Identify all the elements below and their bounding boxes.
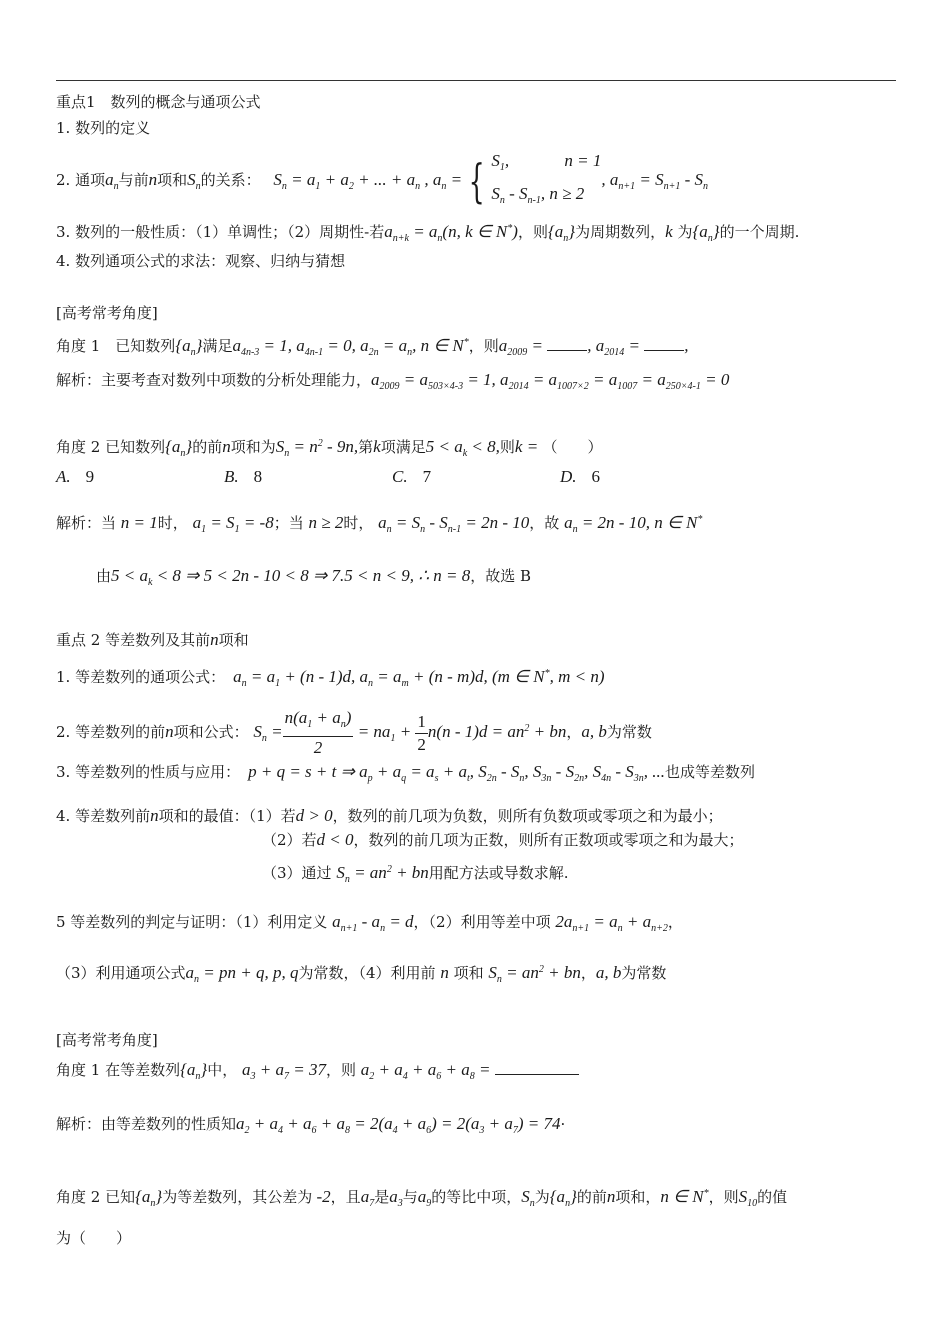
option-a[interactable]: A. 9	[56, 467, 95, 486]
item-2-4-3: （3）通过 $S_n = an^2$ + bn用配方法或导数求解.	[262, 863, 569, 885]
angle-2-analysis-2: 由$5 < a_k < 8$ ⇒ 5 < 2n - 10 < 8 ⇒ 7.5 < n < 9, ∴ n = 8，故选 B	[96, 566, 532, 588]
angle-2-options	[56, 467, 728, 487]
item-2-4: 4. 等差数列前n项和的最值：（1）若d > 0，数列的前几项为负数，则所有负数项或零项之和为最小；	[56, 806, 723, 825]
section-1-heading: 重点1 数列的概念与通项公式	[56, 93, 261, 111]
angle-2-question: 角度 2 已知数列$\{a_n\}$的前n项和为$S_n = n^2 - 9n$,第k项满足$5 < a_k < 8$,则k = （ ）	[56, 437, 603, 459]
answer-blank[interactable]	[495, 1062, 579, 1075]
item-2-4-2: （2）若d < 0，数列的前几项为正数，则所有正数项或零项之和为最大；	[262, 830, 744, 849]
item-1-3: 3. 数列的一般性质：（1）单调性；（2）周期性-若$a_{n+k} = a_n(n$, k ∈ N*)，则$\{a_n\}$为周期数列，k 为$\{a_n\}$的一个周期.	[56, 222, 800, 244]
section-2-heading: 重点 2 等差数列及其前n项和	[56, 630, 249, 649]
angle-2-1-analysis: 解析：由等差数列的性质知$a_2 + a_4 + a_6 + a_8 = 2(a_4 + a_6) = 2(a_3 + a_7) = 74\cdot$	[56, 1114, 566, 1136]
option-b[interactable]: B. 8	[224, 467, 263, 486]
angle-2-2-question-end: 为（ ）	[56, 1229, 132, 1247]
item-1-4: 4. 数列通项公式的求法：观察、归纳与猜想	[56, 252, 346, 270]
header-rule	[56, 80, 896, 81]
item-2-5: 5 等差数列的判定与证明：（1）利用定义 $a_{n+1} - a_n = d$，（2）利用等差中项 $2a_{n+1} = a_n + a_{n+2}$，	[56, 912, 683, 934]
angle-1-question: 角度 1 已知数列$\{a_n\}$满足$a_{4n-3} = 1$, $a_{4n-1} = 0$, $a_{2n} = a_n$, n ∈ N*，则$a_{2009}$ = , $a_{2014}$ = ,	[56, 336, 689, 358]
option-d[interactable]: D. 6	[560, 467, 601, 486]
item-2-5-b: （3）利用通项公式$a_n$ = pn + q, p, q为常数，（4）利用前 n 项和 $S_n = an^2$ + bn，a, b为常数	[56, 963, 667, 985]
angle-2-2-question: 角度 2 已知$\{a_n\}$为等差数列，其公差为 -2，且$a_7$是$a_3$与$a_9$的等比中项，$S_n$为$\{a_n\}$的前n项和，n ∈ N*，则$S_{10}$的值	[56, 1187, 788, 1209]
option-c[interactable]: C. 7	[392, 467, 432, 486]
angle-2-analysis: 解析：当 n = 1时， $a_1 = S_1 = -8$；当 n ≥ 2时， $a_n = S_n - S_{n-1} = 2n - 10$，故 $a_n = 2n - 10$, n ∈ N*	[56, 513, 703, 535]
angle-1-analysis: 解析：主要考查对数列中项数的分析处理能力，$a_{2009} = a_{503\times 4-3} = 1$, $a_{2014} = a_{1007\times 2} = a_{1007} = a_{250\times 4-1} = 0$	[56, 370, 730, 392]
item-2-1: 1. 等差数列的通项公式： $a_n = a_1 + (n - 1)d$, $a_n = a_m + (n - m)d$, (m ∈ N*, m < n)	[56, 667, 605, 689]
angle-2-1-question: 角度 1 在等差数列$\{a_n\}$中， $a_3 + a_7 = 37$，则 $a_2 + a_4 + a_6 + a_8$ =	[56, 1060, 579, 1087]
item-2-2: 2. 等差数列的前n项和公式： $S_n$ = $\frac{n(a_1 + a_n)}{2}$ = $na_1$ + $\frac{1}{2}$ $n(n - 1)d = an^2$ + bn，a, b为常数	[56, 708, 652, 757]
exam-angle-label-1: [高考常考角度]	[56, 304, 158, 322]
answer-blank[interactable]	[644, 336, 684, 351]
item-2-3: 3. 等差数列的性质与应用： p + q = s + t ⇒ $a_p + a_q = a_s + a_t$, $S_{2n} - S_n$, $S_{3n} - S_{2n}$, $S_{4n} - S_{3n}$, ...也成等差数列	[56, 762, 756, 784]
answer-blank[interactable]	[547, 336, 587, 351]
item-1-1: 1. 数列的定义	[56, 119, 151, 137]
exam-angle-label-2: [高考常考角度]	[56, 1031, 158, 1049]
item-1-2: 2. 通项$a_n$与前n项和$S_n$的关系： $S_n = a_1 + a_2$ + ... + $a_n$ , $a_n$ = { $S_1$, n = 1 $S_n - S_{n-1}$, n ≥ 2, $a_{n+1} = S_{n+1} - S_n$	[56, 151, 708, 208]
